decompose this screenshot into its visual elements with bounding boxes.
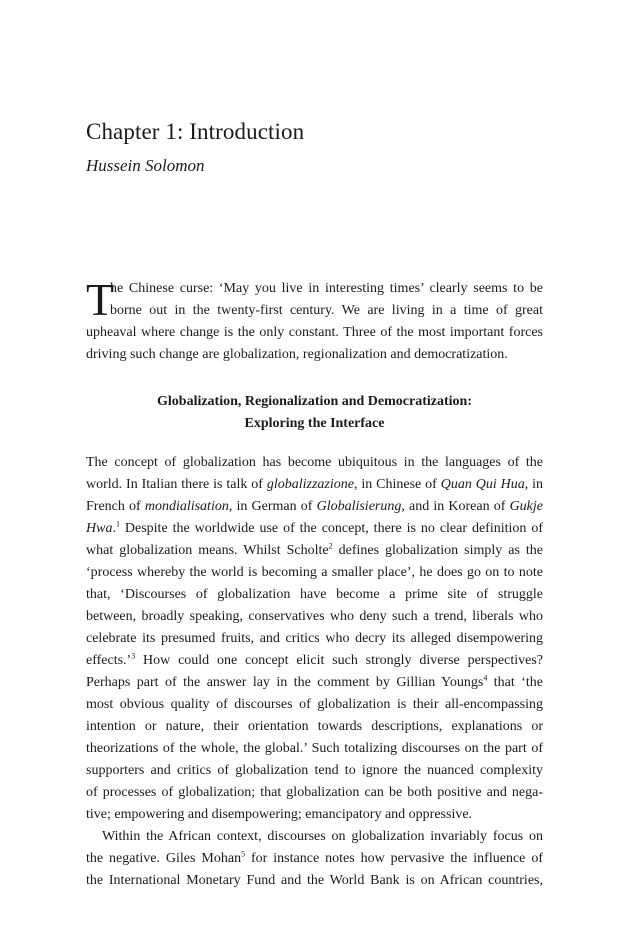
text-line: upheaval where change is the only constant. Three of the most important forces xyxy=(86,325,543,340)
text-line: Within the African context, discourses on globalization invariably focus on xyxy=(102,829,543,844)
text-line: the negative. Giles Mohan$^5$ for instance notes how pervasive the influence of xyxy=(86,849,543,866)
text-line: most obvious quality of discourses of globalization is their all-encompassing xyxy=(86,697,543,712)
section-heading-line: Globalization, Regionalization and Democratization: xyxy=(157,394,472,409)
footnote-ref: 1 xyxy=(115,519,120,529)
text-line: intention or nature, their orientation towards descriptions, explanations or xyxy=(86,719,543,734)
text-line: the International Monetary Fund and the World Bank is on African countries, xyxy=(86,873,543,888)
footnote-ref: 3 xyxy=(131,651,136,661)
text-line: that, ‘Discourses of globalization have become a prime site of struggle xyxy=(86,587,543,602)
text-line: effects.’$^3$ How could one concept elicit such strongly diverse perspectives? xyxy=(86,651,543,668)
text-line: supporters and critics of globalization tend to ignore the nuanced complexity xyxy=(86,763,543,778)
text-line: world. In Italian there is talk of globalizzazione, in Chinese of Quan Qui Hua, in xyxy=(86,477,544,492)
footnote-ref: 2 xyxy=(328,541,333,551)
section-heading xyxy=(86,391,543,435)
text-line: theorizations of the whole, the global.’ Such totalizing discourses on the part of xyxy=(86,741,543,756)
text-line: what globalization means. Whilst Scholte$^2$ defines globalization simply as the xyxy=(86,541,543,558)
text-line: French of mondialisation, in German of Globalisierung, and in Korean of Gukje xyxy=(86,499,543,514)
text-line: driving such change are globalization, regionalization and democratization. xyxy=(86,347,508,362)
text-line: he Chinese curse: ‘May you live in interesting times’ clearly seems to be xyxy=(110,281,543,296)
body-text xyxy=(86,452,543,892)
chapter-author: Hussein Solomon xyxy=(86,156,205,175)
drop-cap: T xyxy=(86,274,115,325)
section-heading-line: Exploring the Interface xyxy=(244,416,385,431)
text-line: between, broadly speaking, conservatives who deny such a trend, liberals who xyxy=(86,609,543,624)
text-line: celebrate its presumed fruits, and critics who decry its alleged disempowering xyxy=(86,631,543,646)
text-line: borne out in the twenty-first century. We are living in a time of great xyxy=(110,303,543,318)
text-line: tive; empowering and disempowering; emancipatory and oppressive. xyxy=(86,807,473,822)
chapter-title: Chapter 1: Introduction xyxy=(86,119,305,144)
text-line: Hwa.$^1$ Despite the worldwide use of the concept, there is no clear definition of xyxy=(86,519,543,536)
footnote-ref: 5 xyxy=(241,849,246,859)
text-line: of processes of globalization; that globalization can be both positive and nega- xyxy=(86,785,543,800)
text-line: ‘process whereby the world is becoming a smaller place’, he does go on to note xyxy=(86,565,543,580)
intro-paragraph xyxy=(86,274,543,366)
text-line: The concept of globalization has become ubiquitous in the languages of the xyxy=(86,455,543,470)
text-line: Perhaps part of the answer lay in the comment by Gillian Youngs$^4$ that ‘the xyxy=(86,673,543,690)
footnote-ref: 4 xyxy=(483,673,488,683)
